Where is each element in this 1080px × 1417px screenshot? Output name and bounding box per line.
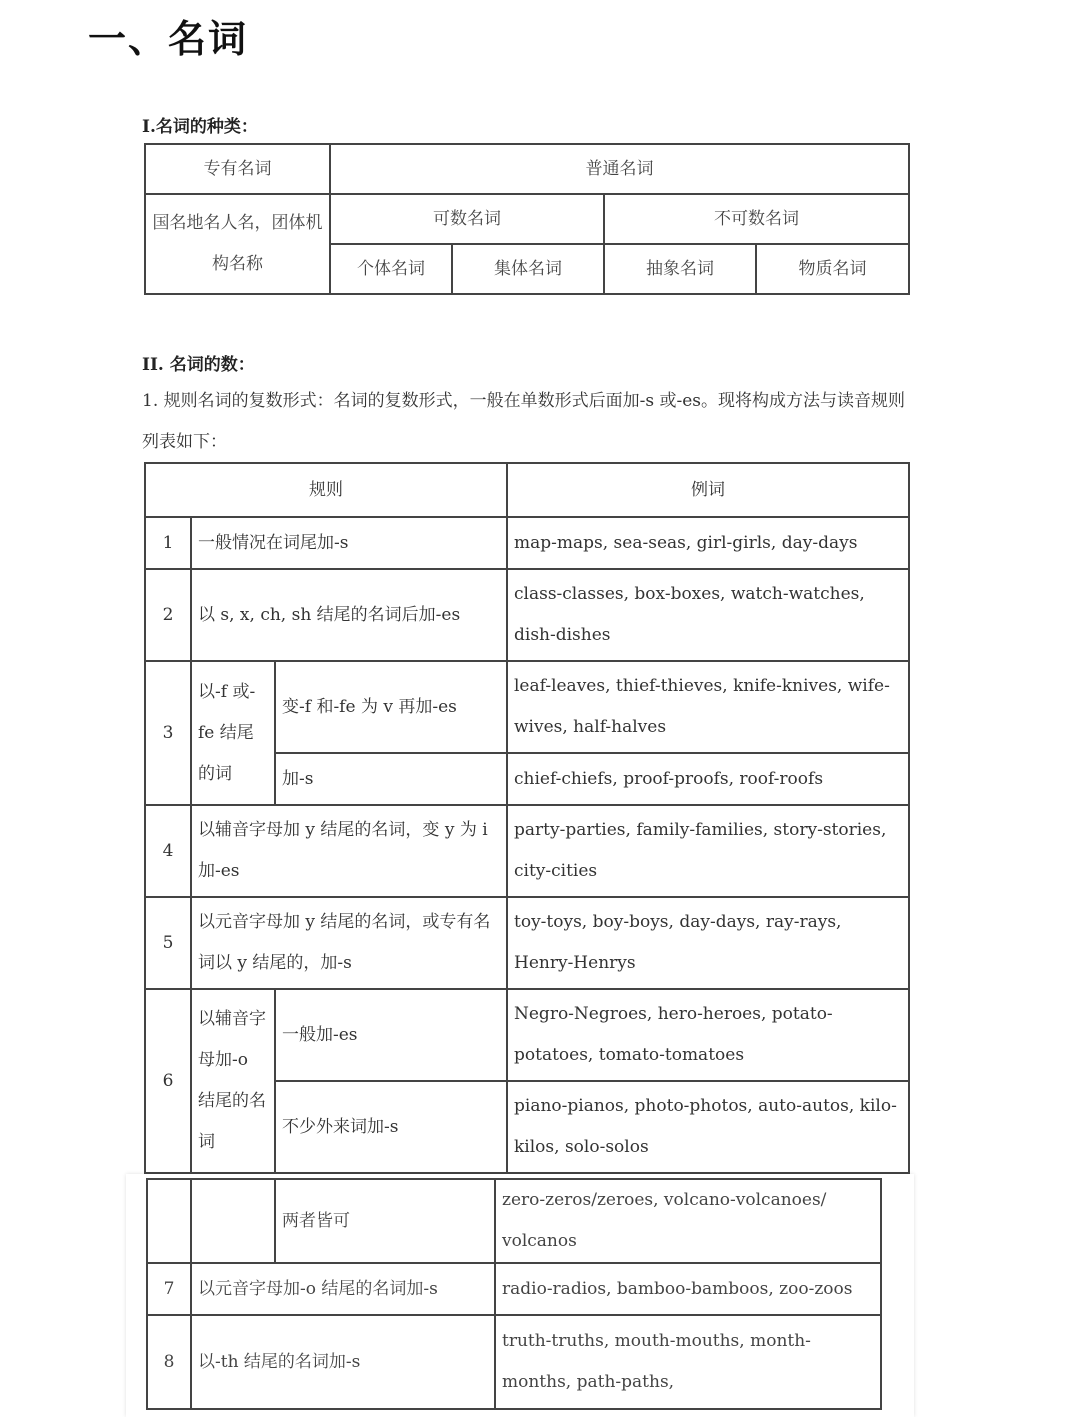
- example-cell: party-parties, family-families, story-stories, city-cities: [507, 805, 909, 897]
- example-cell: chief-chiefs, proof-proofs, roof-roofs: [507, 753, 909, 805]
- example-cell: leaf-leaves, thief-thieves, knife-knives, wife-wives, half-halves: [507, 661, 909, 753]
- table-row: [145, 897, 909, 989]
- sub-rule-cell: 一般加-es: [275, 989, 507, 1081]
- example-cell: radio-radios, bamboo-bamboos, zoo-zoos: [495, 1263, 881, 1315]
- table-row: [145, 661, 909, 753]
- plural-rules-table: [144, 462, 910, 1174]
- table-row: [145, 569, 909, 661]
- table-row: [145, 989, 909, 1081]
- plural-rules-table-continued: [146, 1178, 882, 1410]
- sub-rule-cell: 不少外来词加-s: [275, 1081, 507, 1173]
- rule-column-header: 规则: [145, 463, 507, 517]
- section-title-noun-number: II. 名词的数：: [142, 355, 255, 375]
- example-cell: Negro-Negroes, hero-heroes, potato-potatoes, tomato-tomatoes: [507, 989, 909, 1081]
- individual-noun-cell: 个体名词: [330, 244, 452, 294]
- countable-noun-header: 可数名词: [330, 194, 604, 244]
- sub-rule-cell: 两者皆可: [275, 1179, 495, 1263]
- uncountable-noun-header: 不可数名词: [604, 194, 909, 244]
- collective-noun-cell: 集体名词: [452, 244, 604, 294]
- noun-types-table: [144, 143, 910, 295]
- row-number: 6: [145, 989, 191, 1173]
- section-title-noun-types: I.名词的种类：: [142, 117, 258, 137]
- row-number: 4: [145, 805, 191, 897]
- row-number: 5: [145, 897, 191, 989]
- rule-cell: 以-f 或-fe 结尾的词: [191, 661, 275, 805]
- sub-rule-cell: 变-f 和-fe 为 v 再加-es: [275, 661, 507, 753]
- example-cell: zero-zeros/zeroes, volcano-volcanoes/ volcanos: [495, 1179, 881, 1263]
- page-heading: 一、名词: [88, 17, 249, 61]
- row-number: [147, 1179, 191, 1263]
- abstract-noun-cell: 抽象名词: [604, 244, 756, 294]
- row-number: 1: [145, 517, 191, 569]
- row-number: 3: [145, 661, 191, 805]
- example-cell: class-classes, box-boxes, watch-watches, dish-dishes: [507, 569, 909, 661]
- example-cell: truth-truths, mouth-mouths, month-months, path-paths,: [495, 1315, 881, 1409]
- table-row: [147, 1179, 881, 1263]
- rule-cell: 一般情况在词尾加-s: [191, 517, 507, 569]
- rule-cell: 以-th 结尾的名词加-s: [191, 1315, 495, 1409]
- table-row: [147, 1315, 881, 1409]
- rule-cell: [191, 1179, 275, 1263]
- table-row: [145, 805, 909, 897]
- sub-rule-cell: 加-s: [275, 753, 507, 805]
- rule-cell: 以辅音字母加-o 结尾的名词: [191, 989, 275, 1173]
- example-column-header: 例词: [507, 463, 909, 517]
- table-row: [147, 1263, 881, 1315]
- row-number: 8: [147, 1315, 191, 1409]
- row-number: 7: [147, 1263, 191, 1315]
- example-cell: map-maps, sea-seas, girl-girls, day-days: [507, 517, 909, 569]
- common-noun-header: 普通名词: [330, 144, 909, 194]
- rule-cell: 以辅音字母加 y 结尾的名词，变 y 为 i 加-es: [191, 805, 507, 897]
- rule-cell: 以元音字母加 y 结尾的名词，或专有名词以 y 结尾的，加-s: [191, 897, 507, 989]
- plural-rule-intro: 1. 规则名词的复数形式：名词的复数形式，一般在单数形式后面加-s 或-es。现将构成方法与读音规则列表如下：: [142, 391, 906, 452]
- rule-cell: 以元音字母加-o 结尾的名词加-s: [191, 1263, 495, 1315]
- example-cell: toy-toys, boy-boys, day-days, ray-rays, Henry-Henrys: [507, 897, 909, 989]
- material-noun-cell: 物质名词: [756, 244, 909, 294]
- table-row: [145, 517, 909, 569]
- example-cell: piano-pianos, photo-photos, auto-autos, kilo-kilos, solo-solos: [507, 1081, 909, 1173]
- rule-cell: 以 s, x, ch, sh 结尾的名词后加-es: [191, 569, 507, 661]
- proper-noun-header: 专有名词: [145, 144, 330, 194]
- proper-noun-description: 国名地名人名，团体机构名称: [145, 194, 330, 294]
- row-number: 2: [145, 569, 191, 661]
